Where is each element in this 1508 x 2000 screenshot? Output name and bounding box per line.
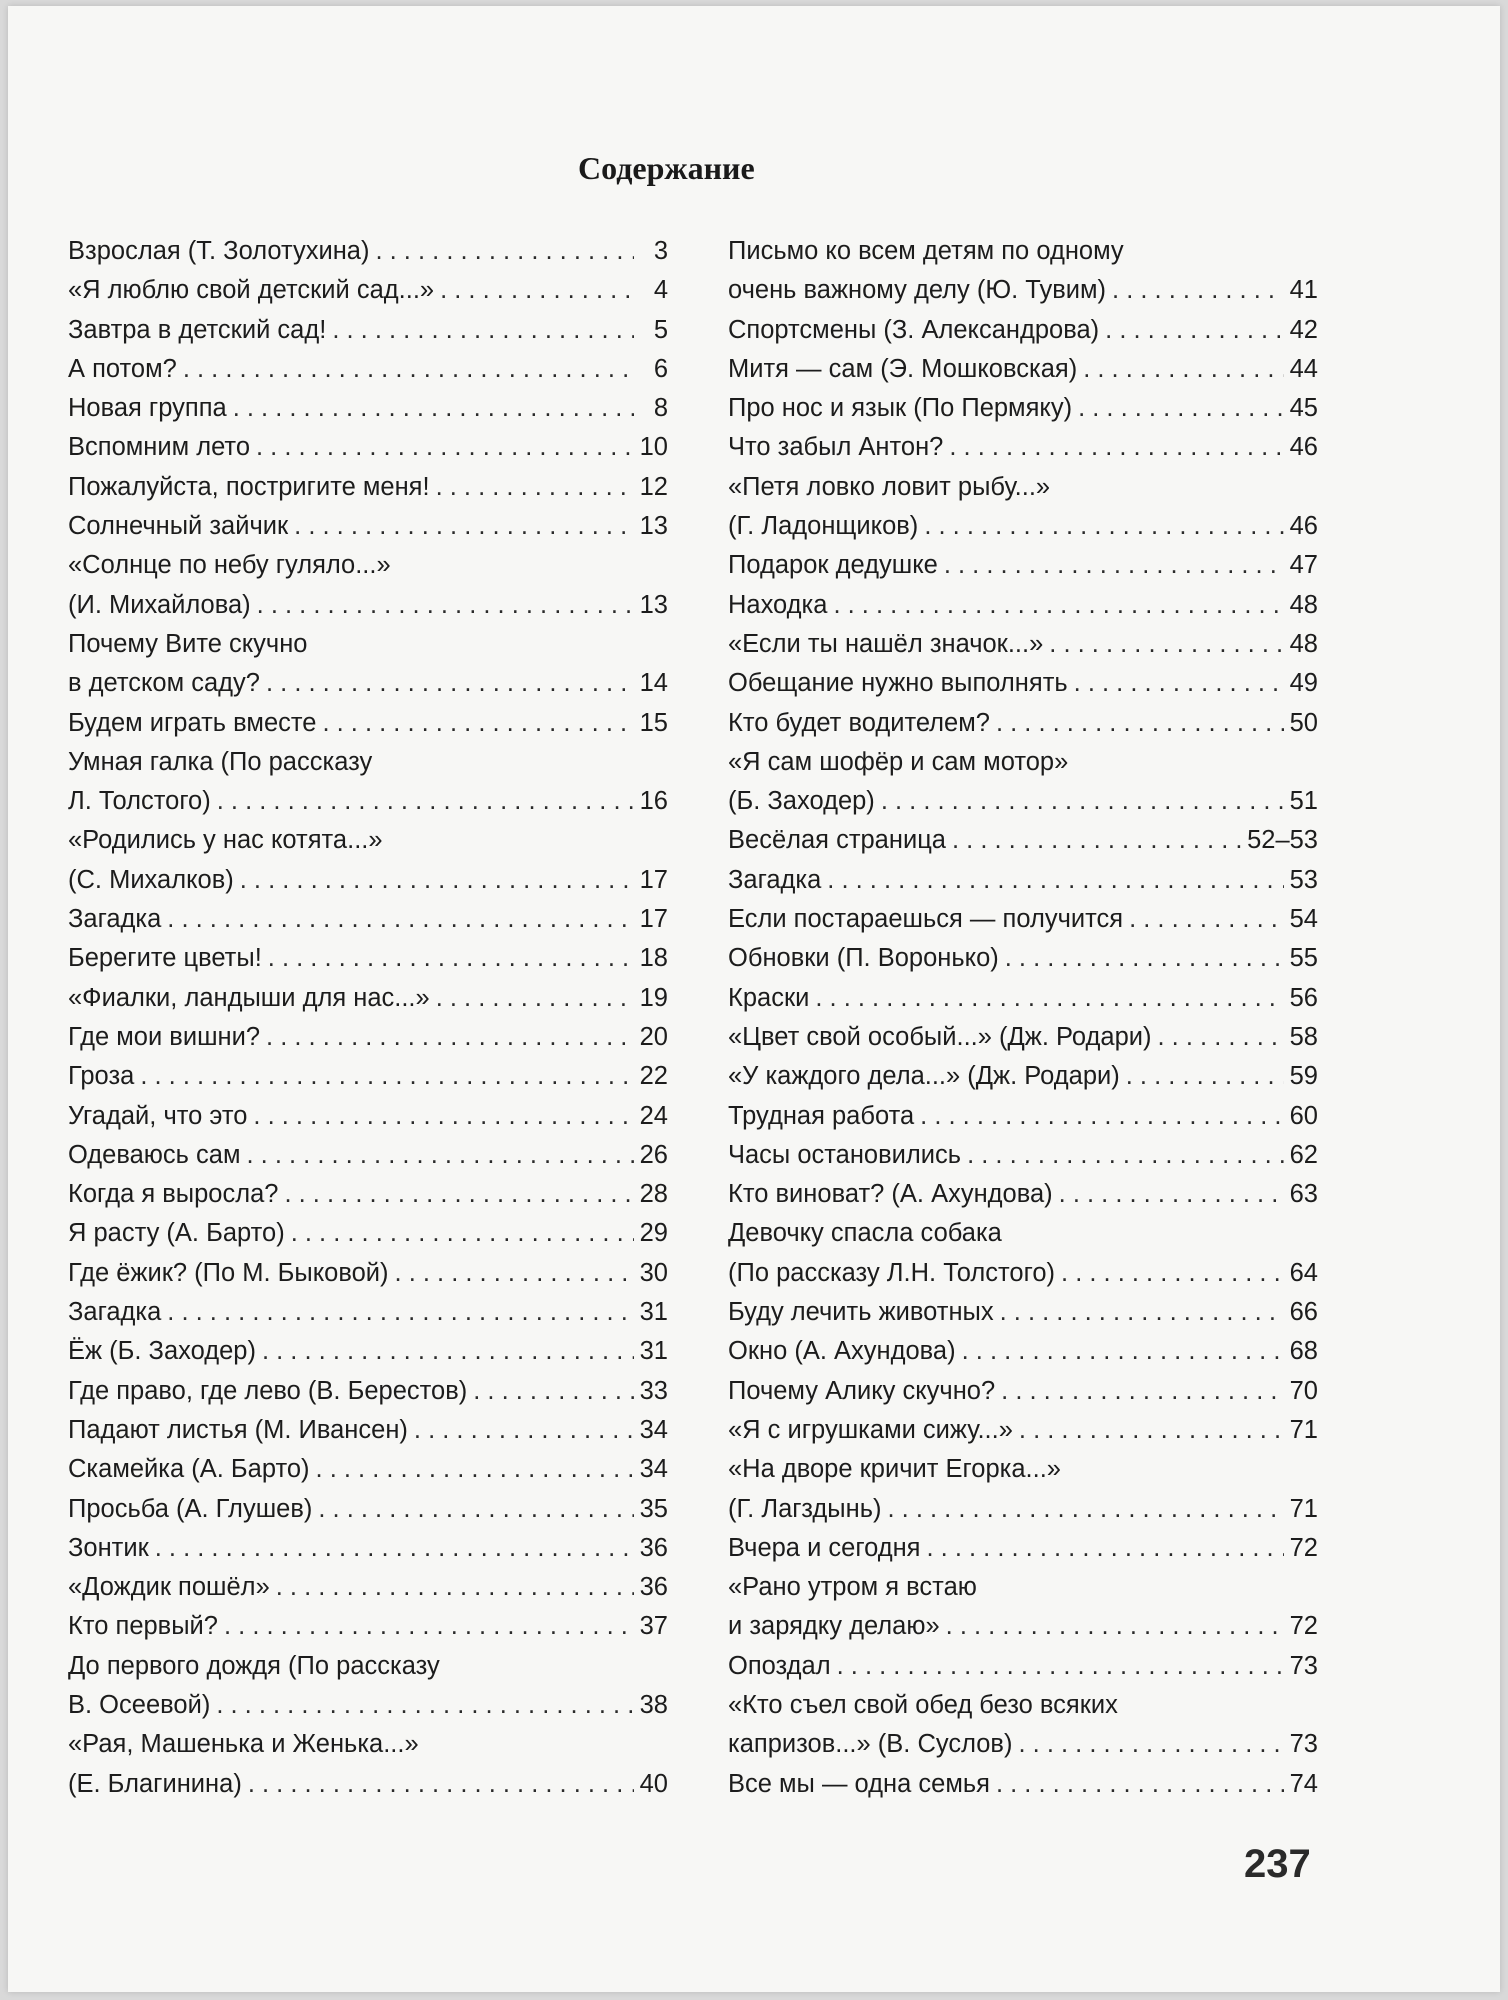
toc-entry-title: Будем играть вместе (68, 708, 317, 737)
toc-entry-title: До первого дождя (По рассказу (68, 1651, 440, 1680)
toc-entry-title: Часы остановились (728, 1140, 962, 1169)
toc-entry-page: 22 (639, 1062, 668, 1091)
toc-entry (728, 350, 1318, 389)
toc-entry (68, 350, 668, 389)
toc-entry (68, 1686, 668, 1725)
toc-entry-page: 58 (1289, 1022, 1318, 1051)
toc-entry (68, 232, 668, 271)
toc-entry-title: Новая группа (68, 394, 227, 423)
toc-entry (68, 1136, 668, 1175)
toc-entry (728, 1647, 1318, 1686)
toc-entry-title: и зарядку делаю» (728, 1612, 940, 1641)
dot-leader (1018, 1725, 1283, 1764)
toc-entry-title: Митя — сам (Э. Мошковская) (728, 354, 1078, 383)
toc-entry-page: 60 (1289, 1101, 1318, 1130)
toc-entry-page: 16 (639, 787, 668, 816)
toc-entry (68, 1490, 668, 1529)
toc-entry-page: 19 (639, 983, 668, 1012)
toc-entry (728, 1450, 1318, 1489)
dot-leader (262, 1332, 634, 1371)
toc-entry-title: А потом? (68, 354, 177, 383)
dot-leader (473, 1372, 633, 1411)
toc-entry-title: Где мои вишни? (68, 1022, 261, 1051)
toc-entry-title: Кто будет водителем? (728, 708, 990, 737)
toc-entry-title: Где право, где лево (В. Берестов) (68, 1376, 468, 1405)
toc-entry (68, 900, 668, 939)
toc-entry-page: 35 (639, 1494, 668, 1523)
toc-entry (728, 1018, 1318, 1057)
toc-entry (68, 979, 668, 1018)
toc-entry-title: Все мы — одна семья (728, 1769, 990, 1798)
toc-entry (728, 232, 1318, 271)
dot-leader (1000, 1293, 1284, 1332)
toc-entry-page: 51 (1289, 787, 1318, 816)
dot-leader (946, 1607, 1284, 1646)
toc-entry-page: 24 (639, 1101, 668, 1130)
toc-entry-title: Скамейка (А. Барто) (68, 1455, 310, 1484)
dot-leader (322, 704, 633, 743)
toc-entry-page: 4 (653, 276, 668, 305)
toc-entry (728, 782, 1318, 821)
toc-entry-title: Просьба (А. Глушев) (68, 1494, 313, 1523)
toc-entry (68, 428, 668, 467)
toc-entry-title: Трудная работа (728, 1101, 915, 1130)
toc-entry-title: Где ёжик? (По М. Быковой) (68, 1258, 389, 1287)
dot-leader (926, 1529, 1283, 1568)
toc-entry-title: Девочку спасла собака (728, 1219, 1002, 1248)
toc-entry (68, 939, 668, 978)
toc-entry-title: Пожалуйста, постригите меня! (68, 472, 430, 501)
toc-entry-page: 30 (639, 1258, 668, 1287)
toc-entry-page: 12 (639, 472, 668, 501)
toc-entry (68, 1647, 668, 1686)
toc-entry-page: 40 (639, 1769, 668, 1798)
dot-leader (294, 507, 633, 546)
dot-leader (815, 979, 1283, 1018)
toc-entry-title: Подарок дедушке (728, 551, 938, 580)
toc-entry-page: 28 (639, 1180, 668, 1209)
dot-leader (1158, 1018, 1284, 1057)
dot-leader (952, 821, 1241, 860)
toc-entry-title: очень важному делу (Ю. Тувим) (728, 276, 1107, 305)
dot-leader (216, 1686, 633, 1725)
toc-entry (728, 861, 1318, 900)
toc-entry (728, 821, 1318, 860)
toc-entry-title: «Кто съел свой обед безо всяких (728, 1690, 1118, 1719)
toc-entry (728, 1097, 1318, 1136)
toc-entry-page: 72 (1289, 1612, 1318, 1641)
dot-leader (827, 861, 1283, 900)
toc-entry-page: 17 (639, 865, 668, 894)
toc-entry (68, 507, 668, 546)
toc-entry-title: Вспомним лето (68, 433, 251, 462)
toc-entry-page: 41 (1289, 276, 1318, 305)
toc-entry-title: (Е. Благинина) (68, 1769, 242, 1798)
toc-entry-title: (Б. Заходер) (728, 787, 875, 816)
toc-entry-page: 71 (1289, 1494, 1318, 1523)
toc-entry (728, 1293, 1318, 1332)
dot-leader (375, 232, 634, 271)
dot-leader (240, 861, 634, 900)
toc-entry-title: Берегите цветы! (68, 944, 262, 973)
toc-entry-title: Падают листья (М. Ивансен) (68, 1415, 408, 1444)
toc-entry-title: В. Осеевой) (68, 1690, 211, 1719)
toc-entry (728, 1411, 1318, 1450)
toc-entry (68, 1607, 668, 1646)
toc-entry (68, 1018, 668, 1057)
toc-entry-title: Зонтик (68, 1533, 149, 1562)
dot-leader (284, 1175, 633, 1214)
dot-leader (266, 1018, 634, 1057)
toc-entry (68, 1254, 668, 1293)
toc-entry-page: 42 (1289, 315, 1318, 344)
toc-entry-title: «Я с игрушками сижу...» (728, 1415, 1013, 1444)
toc-entry-title: «Рая, Машенька и Женька...» (68, 1730, 419, 1759)
dot-leader (247, 1136, 634, 1175)
dot-leader (256, 428, 634, 467)
toc-entry (728, 939, 1318, 978)
toc-entry (728, 1332, 1318, 1371)
dot-leader (217, 782, 634, 821)
toc-entry (728, 546, 1318, 585)
toc-entry-title: Кто первый? (68, 1612, 218, 1641)
dot-leader (224, 1607, 634, 1646)
toc-entry-page: 48 (1289, 629, 1318, 658)
toc-entry-page: 5 (653, 315, 668, 344)
toc-entry-title: Про нос и язык (По Пермяку) (728, 394, 1073, 423)
dot-leader (276, 1568, 634, 1607)
toc-entry-title: Кто виноват? (А. Ахундова) (728, 1180, 1053, 1209)
dot-leader (920, 1097, 1283, 1136)
toc-entry-page: 33 (639, 1376, 668, 1405)
toc-entry-page: 44 (1289, 354, 1318, 383)
toc-entry-page: 59 (1289, 1062, 1318, 1091)
toc-entry (728, 743, 1318, 782)
dot-leader (1059, 1175, 1284, 1214)
dot-leader (257, 586, 634, 625)
dot-leader (833, 586, 1283, 625)
toc-entry-title: Ёж (Б. Заходер) (68, 1337, 256, 1366)
toc-entry-title: Л. Толстого) (68, 787, 211, 816)
toc-entry (68, 586, 668, 625)
toc-entry-page: 54 (1289, 905, 1318, 934)
toc-entry (68, 743, 668, 782)
dot-leader (888, 1490, 1284, 1529)
dot-leader (253, 1097, 633, 1136)
dot-leader (414, 1411, 634, 1450)
dot-leader (316, 1450, 634, 1489)
toc-entry-page: 49 (1289, 669, 1318, 698)
toc-entry-title: Загадка (728, 865, 822, 894)
dot-leader (944, 546, 1284, 585)
toc-entry-page: 72 (1289, 1533, 1318, 1562)
toc-entry-title: Находка (728, 590, 828, 619)
dot-leader (332, 311, 634, 350)
toc-entry-page: 13 (639, 512, 668, 541)
toc-entry (68, 1411, 668, 1450)
toc-entry-page: 38 (639, 1690, 668, 1719)
dot-leader (167, 1293, 633, 1332)
toc-entry-title: Взрослая (Т. Золотухина) (68, 237, 370, 265)
dot-leader (291, 1214, 634, 1253)
toc-left-column (68, 232, 668, 1804)
dot-leader (318, 1490, 633, 1529)
toc-entry-page: 14 (639, 669, 668, 698)
dot-leader (1129, 900, 1284, 939)
toc-right-column (728, 232, 1318, 1804)
toc-entry (728, 1725, 1318, 1764)
toc-entry-page: 62 (1289, 1140, 1318, 1169)
dot-leader (924, 507, 1283, 546)
toc-entry (728, 1607, 1318, 1646)
toc-entry-title: Гроза (68, 1062, 135, 1091)
toc-entry-page: 73 (1289, 1730, 1318, 1759)
toc-entry (68, 1568, 668, 1607)
dot-leader (1112, 271, 1284, 310)
toc-entry-page: 52–53 (1247, 826, 1318, 855)
toc-entry (728, 1175, 1318, 1214)
toc-entry-title: «Фиалки, ландыши для нас...» (68, 983, 430, 1012)
toc-entry-page: 20 (639, 1022, 668, 1051)
toc-entry-title: Солнечный зайчик (68, 512, 289, 541)
toc-entry (728, 586, 1318, 625)
toc-entry (728, 1568, 1318, 1607)
toc-entry-page: 34 (639, 1415, 668, 1444)
toc-entry (728, 1529, 1318, 1568)
toc-entry-page: 18 (639, 944, 668, 973)
toc-entry (68, 1765, 668, 1804)
toc-entry-page: 70 (1289, 1376, 1318, 1405)
toc-entry (68, 1175, 668, 1214)
toc-entry-page: 71 (1289, 1415, 1318, 1444)
toc-entry (728, 311, 1318, 350)
toc-entry (68, 1725, 668, 1764)
toc-entry-page: 53 (1289, 865, 1318, 894)
toc-entry-page: 31 (639, 1337, 668, 1366)
toc-entry-title: «У каждого дела...» (Дж. Родари) (728, 1062, 1120, 1091)
toc-entry (728, 428, 1318, 467)
toc-entry (68, 271, 668, 310)
toc-entry-title: «Петя ловко ловит рыбу...» (728, 472, 1051, 501)
toc-entry-title: Одеваюсь сам (68, 1140, 241, 1169)
toc-entry (728, 389, 1318, 428)
dot-leader (440, 271, 634, 310)
toc-entry-page: 48 (1289, 590, 1318, 619)
dot-leader (1078, 389, 1284, 428)
toc-entry (68, 1332, 668, 1371)
dot-leader (1049, 625, 1283, 664)
toc-entry-title: «Рано утром я встаю (728, 1573, 977, 1602)
toc-entry (728, 1057, 1318, 1096)
toc-entry-title: Буду лечить животных (728, 1298, 994, 1327)
toc-entry (728, 1136, 1318, 1175)
book-page (8, 6, 1500, 1992)
page-title: Содержание (578, 150, 755, 186)
toc-entry-title: Письмо ко всем детям по одному (728, 237, 1124, 265)
dot-leader (395, 1254, 634, 1293)
toc-entry-title: Спортсмены (З. Александрова) (728, 315, 1100, 344)
toc-entry (728, 979, 1318, 1018)
toc-entry-page: 6 (653, 354, 668, 383)
toc-entry (728, 664, 1318, 703)
dot-leader (155, 1529, 634, 1568)
toc-entry-title: Краски (728, 983, 810, 1012)
toc-entry (68, 1057, 668, 1096)
dot-leader (1005, 939, 1284, 978)
toc-entry-page: 56 (1289, 983, 1318, 1012)
toc-entry-title: (И. Михайлова) (68, 590, 251, 619)
toc-entry-title: Я расту (А. Барто) (68, 1219, 285, 1248)
toc-entry-page: 66 (1289, 1298, 1318, 1327)
toc-entry (728, 507, 1318, 546)
toc-entry (68, 468, 668, 507)
toc-entry-title: Загадка (68, 1298, 162, 1327)
toc-entry-page: 64 (1289, 1258, 1318, 1287)
toc-entry-page: 45 (1289, 394, 1318, 423)
toc-entry-page: 29 (639, 1219, 668, 1248)
toc-entry-title: Если постараешься — получится (728, 905, 1124, 934)
toc-entry (728, 704, 1318, 743)
dot-leader (1061, 1254, 1284, 1293)
dot-leader (1001, 1372, 1283, 1411)
toc-entry (68, 704, 668, 743)
toc-entry-title: (С. Михалков) (68, 865, 234, 894)
toc-entry-title: Обновки (П. Воронько) (728, 944, 999, 973)
toc-entry-title: Угадай, что это (68, 1101, 248, 1130)
toc-entry-page: 36 (639, 1573, 668, 1602)
toc-entry-page: 15 (639, 708, 668, 737)
toc-entry-title: Умная галка (По рассказу (68, 747, 373, 776)
dot-leader (436, 979, 634, 1018)
dot-leader (967, 1136, 1284, 1175)
toc-entry-title: Загадка (68, 905, 162, 934)
dot-leader (949, 428, 1283, 467)
toc-entry-title: в детском саду? (68, 669, 260, 698)
toc-entry (728, 1490, 1318, 1529)
toc-entry-page: 37 (639, 1612, 668, 1641)
toc-entry-title: «Цвет свой особый...» (Дж. Родари) (728, 1022, 1152, 1051)
dot-leader (436, 468, 634, 507)
toc-entry (68, 821, 668, 860)
toc-entry-page: 74 (1289, 1769, 1318, 1798)
toc-entry (728, 1254, 1318, 1293)
toc-entry-page: 31 (639, 1298, 668, 1327)
toc-entry (68, 1529, 668, 1568)
toc-entry-title: «Родились у нас котята...» (68, 826, 383, 855)
dot-leader (167, 900, 633, 939)
dot-leader (140, 1057, 633, 1096)
toc-entry-title: Почему Вите скучно (68, 629, 308, 658)
toc-entry (68, 311, 668, 350)
toc-entry (728, 1372, 1318, 1411)
toc-entry-title: «Я сам шофёр и сам мотор» (728, 747, 1069, 776)
toc-entry-page: 47 (1289, 551, 1318, 580)
toc-entry-page: 46 (1289, 433, 1318, 462)
toc-entry (68, 1214, 668, 1253)
toc-entry-page: 26 (639, 1140, 668, 1169)
toc-entry-title: «Дождик пошёл» (68, 1573, 270, 1602)
dot-leader (248, 1765, 634, 1804)
dot-leader (1083, 350, 1283, 389)
toc-entry (68, 782, 668, 821)
toc-entry (68, 1293, 668, 1332)
toc-entry (68, 1097, 668, 1136)
dot-leader (268, 939, 634, 978)
toc-entry-title: Окно (А. Ахундова) (728, 1337, 956, 1366)
toc-entry-title: Опоздал (728, 1651, 831, 1680)
dot-leader (1105, 311, 1283, 350)
toc-entry (728, 1765, 1318, 1804)
toc-entry-page: 46 (1289, 512, 1318, 541)
toc-entry-title: (По рассказу Л.Н. Толстого) (728, 1258, 1056, 1287)
toc-entry-page: 10 (639, 433, 668, 462)
toc-entry-title: капризов...» (В. Суслов) (728, 1730, 1013, 1759)
toc-entry-title: Когда я выросла? (68, 1180, 279, 1209)
toc-entry-title: Обещание нужно выполнять (728, 669, 1068, 698)
toc-entry (728, 900, 1318, 939)
toc-entry-page: 55 (1289, 944, 1318, 973)
dot-leader (1126, 1057, 1284, 1096)
toc-entry-title: Завтра в детский сад! (68, 315, 327, 344)
toc-entry-title: «Если ты нашёл значок...» (728, 629, 1044, 658)
toc-entry (728, 468, 1318, 507)
toc-entry-page: 17 (639, 905, 668, 934)
dot-leader (233, 389, 634, 428)
dot-leader (1019, 1411, 1284, 1450)
toc-entry-page: 8 (653, 394, 668, 423)
dot-leader (996, 704, 1284, 743)
dot-leader (1074, 664, 1284, 703)
toc-entry-title: (Г. Лагздынь) (728, 1494, 882, 1523)
toc-entry-page: 13 (639, 590, 668, 619)
toc-entry-title: «На дворе кричит Егорка...» (728, 1455, 1061, 1484)
toc-entry (68, 625, 668, 664)
toc-entry-title: Весёлая страница (728, 826, 946, 855)
toc-entry-page: 3 (653, 237, 668, 265)
toc-entry-title: Что забыл Антон? (728, 433, 944, 462)
toc-entry (728, 625, 1318, 664)
toc-entry-page: 68 (1289, 1337, 1318, 1366)
toc-entry-page: 73 (1289, 1651, 1318, 1680)
toc-entry (68, 389, 668, 428)
toc-entry (68, 664, 668, 703)
toc-entry-page: 63 (1289, 1180, 1318, 1209)
toc-entry (68, 1372, 668, 1411)
toc-entry-title: Вчера и сегодня (728, 1533, 921, 1562)
dot-leader (183, 350, 634, 389)
dot-leader (996, 1765, 1284, 1804)
dot-leader (962, 1332, 1284, 1371)
toc-entry (728, 1214, 1318, 1253)
toc-entry-page: 50 (1289, 708, 1318, 737)
toc-entry-page: 34 (639, 1455, 668, 1484)
dot-leader (266, 664, 634, 703)
toc-entry-title: «Солнце по небу гуляло...» (68, 551, 391, 580)
page-number: 237 (1244, 1842, 1311, 1886)
toc-entry (728, 1686, 1318, 1725)
toc-entry (68, 546, 668, 585)
toc-entry (728, 271, 1318, 310)
dot-leader (881, 782, 1284, 821)
toc-entry-page: 36 (639, 1533, 668, 1562)
toc-entry (68, 861, 668, 900)
toc-entry (68, 1450, 668, 1489)
dot-leader (837, 1647, 1284, 1686)
toc-entry-title: «Я люблю свой детский сад...» (68, 276, 435, 305)
toc-entry-title: (Г. Ладонщиков) (728, 512, 919, 541)
toc-entry-title: Почему Алику скучно? (728, 1376, 996, 1405)
